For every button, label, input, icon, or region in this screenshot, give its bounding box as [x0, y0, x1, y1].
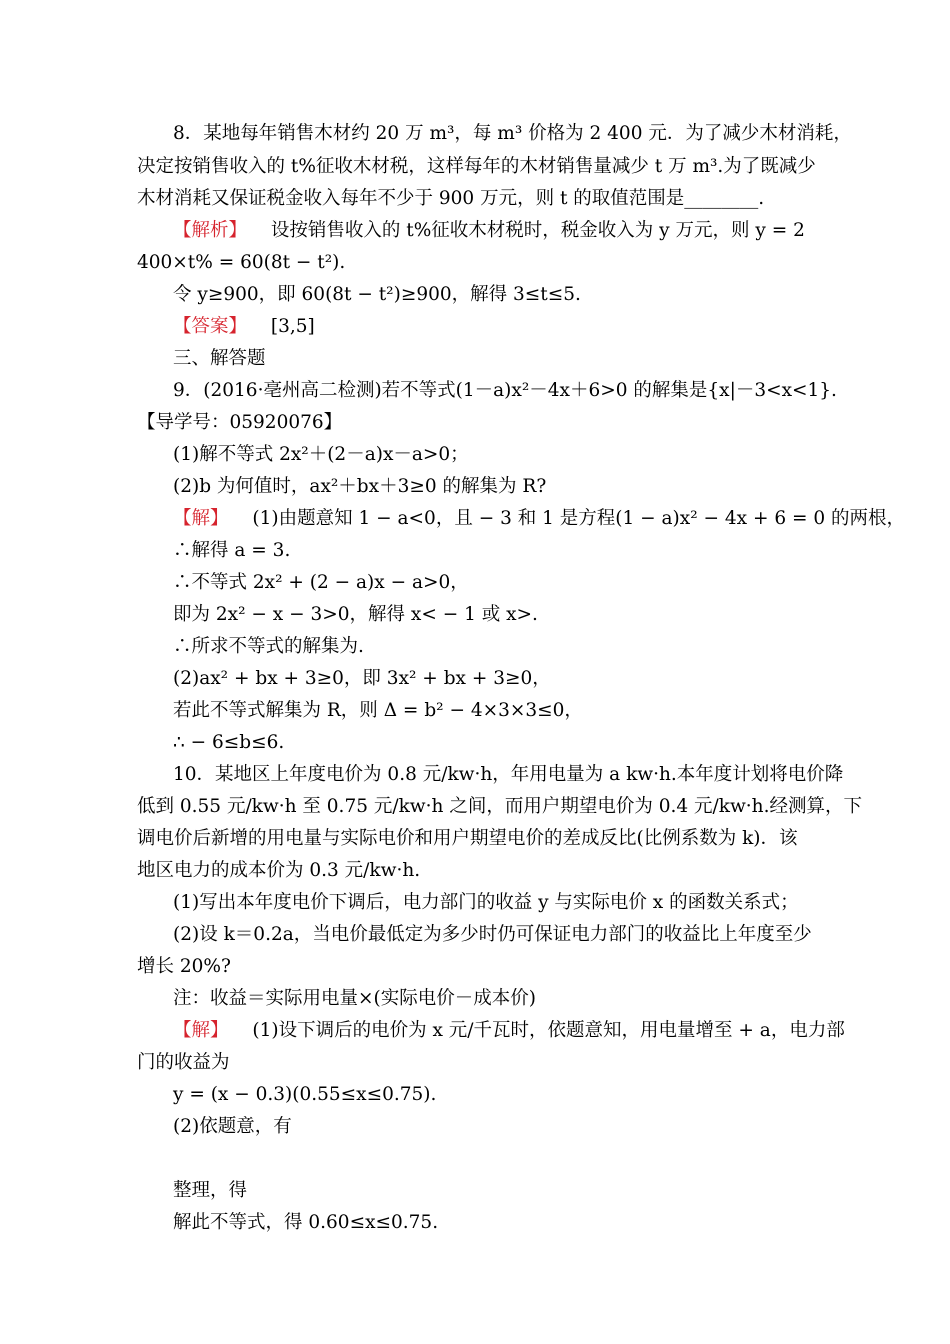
q10-solution-text: (1)设下调后的电价为 x 元/千瓦时，依题意知，用电量增至 + a，电力部 [252, 1020, 845, 1041]
q9-solution-line-8: ∴ − 6≤b≤6. [173, 732, 285, 753]
solution-tag: 【解】 [173, 508, 229, 529]
q9-part-2: (2)b 为何值时，ax²＋bx＋3≥0 的解集为 R? [173, 476, 547, 497]
q10-solution-line-6: 解此不等式，得 0.60≤x≤0.75. [173, 1212, 439, 1233]
q10-line-1: 10．某地区上年度电价为 0.8 元/kw·h，年用电量为 a kw·h.本年度计划将电价降 [173, 764, 844, 785]
q8-analysis-line-2: 400×t% = 60(8t − t²). [137, 252, 346, 273]
q10-note: 注：收益＝实际用电量×(实际电价－成本价) [173, 988, 536, 1009]
q9-solution-line-7: 若此不等式解集为 R，则 Δ = b² − 4×3×3≤0， [173, 700, 583, 721]
q8-line-2: 决定按销售收入的 t%征收木材税，这样每年的木材销售量减少 t 万 m³.为了既减少 [137, 156, 816, 177]
solution-tag: 【解】 [173, 1020, 229, 1041]
q9-solution-line-1 [173, 507, 905, 531]
section-heading: 三、解答题 [173, 348, 266, 369]
q10-solution-line-1 [173, 1019, 845, 1043]
q10-solution-line-3: y = (x − 0.3)(0.55≤x≤0.75). [173, 1084, 437, 1105]
q10-solution-line-4: (2)依题意，有 [173, 1116, 292, 1137]
q10-part-1: (1)写出本年度电价下调后，电力部门的收益 y 与实际电价 x 的函数关系式； [173, 892, 799, 913]
q8-line-1: 8．某地每年销售木材约 20 万 m³，每 m³ 价格为 2 400 元．为了减少木材消耗， [173, 123, 852, 144]
q10-solution-line-2: 门的收益为 [137, 1052, 230, 1073]
q10-line-4: 地区电力的成本价为 0.3 元/kw·h. [137, 860, 421, 881]
q9-solution-line-5: ∴所求不等式的解集为. [173, 636, 364, 657]
q10-line-2: 低到 0.55 元/kw·h 至 0.75 元/kw·h 之间，而用户期望电价为 0.4 元/kw·h.经测算，下 [137, 796, 862, 817]
answer-tag: 【答案】 [173, 316, 248, 337]
q9-part-1: (1)解不等式 2x²＋(2－a)x－a>0； [173, 444, 469, 465]
q10-solution-line-5: 整理，得 [173, 1180, 248, 1201]
q9-guide-number: 【导学号：05920076】 [137, 412, 343, 433]
q9-solution-line-4: 即为 2x² − x − 3>0，解得 x< − 1 或 x>. [173, 604, 538, 625]
q8-analysis-line-1 [173, 219, 805, 243]
q8-analysis-text: 设按销售收入的 t%征收木材税时，税金收入为 y 万元，则 y = 2 [270, 220, 805, 241]
q9-solution-line-3: ∴不等式 2x² + (2 − a)x − a>0， [173, 572, 469, 593]
q8-answer-line [173, 315, 315, 339]
q9-solution-line-2: ∴解得 a = 3. [173, 540, 291, 561]
q8-answer-value: [3,5] [270, 316, 315, 337]
q9-line-1: 9．(2016·亳州高二检测)若不等式(1－a)x²－4x＋6>0 的解集是{x|－3<x<1}. [173, 380, 837, 401]
q10-line-3: 调电价后新增的用电量与实际电价和用户期望电价的差成反比(比例系数为 k)．该 [137, 828, 798, 849]
q8-line-3: 木材消耗又保证税金收入每年不少于 900 万元，则 t 的取值范围是________. [137, 188, 765, 209]
q10-part-2-line-2: 增长 20%? [137, 956, 231, 977]
q9-solution-text: (1)由题意知 1 − a<0，且 − 3 和 1 是方程(1 − a)x² − 4x + 6 = 0 的两根， [252, 508, 906, 529]
q10-part-2-line-1: (2)设 k＝0.2a，当电价最低定为多少时仍可保证电力部门的收益比上年度至少 [173, 924, 812, 945]
q8-analysis-line-3: 令 y≥900，即 60(8t − t²)≥900，解得 3≤t≤5. [173, 284, 581, 305]
q9-solution-line-6: (2)ax² + bx + 3≥0，即 3x² + bx + 3≥0， [173, 668, 551, 689]
analysis-tag: 【解析】 [173, 220, 248, 241]
